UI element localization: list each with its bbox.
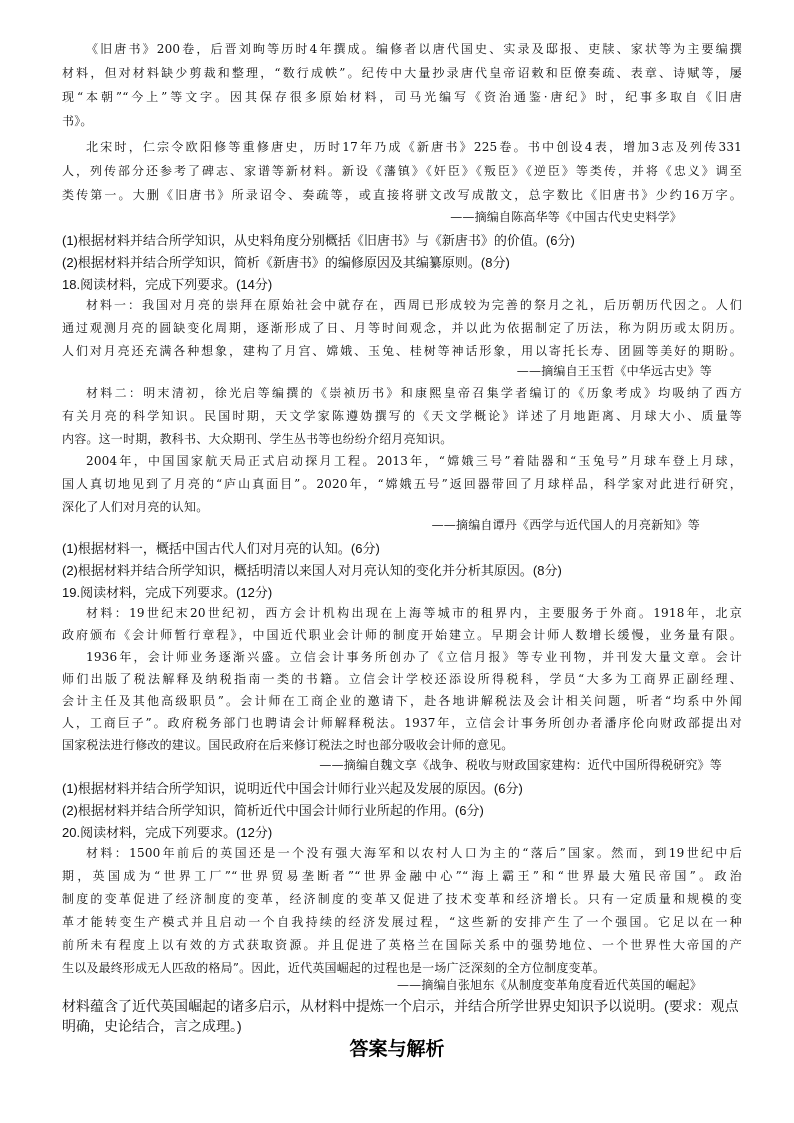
text-line: 前所未有程度上以有效的方式获取资源。并且促进了英格兰在国际关系中的强势地位、一个世界性大帝国的产 bbox=[62, 938, 742, 952]
question-heading: 20.阅读材料，完成下列要求。(12分) bbox=[62, 825, 273, 840]
text-line: 有关月亮的科学知识。民国时期，天文学家陈遵妫撰写的《天文学概论》详述了月地距离、月球大小、质量等 bbox=[62, 409, 742, 423]
text-line: 材料一：我国对月亮的崇拜在原始社会中就存在，西周已形成较为完善的祭月之礼，后历朝历代因之。人们 bbox=[86, 298, 742, 312]
text-line: 2004年，中国国家航天局正式启动探月工程。2013年，“嫦娥三号”着陆器和“玉兔号”月球车登上月球， bbox=[86, 454, 742, 468]
text-line: 材料：1500年前后的英国还是一个没有强大海军和以农村人口为主的“落后”国家。然而，到19世纪中后 bbox=[86, 846, 742, 860]
source-citation: ——摘编自魏文享《战争、税收与财政国家建构：近代中国所得税研究》等 bbox=[319, 758, 722, 772]
question-item: (1)根据材料一，概括中国古代人们对月亮的认知。(6分) bbox=[62, 541, 380, 556]
text-line: 国家税法进行修改的建议。国民政府在后来修订税法之时也部分吸收会计师的意见。 bbox=[62, 738, 514, 752]
text-line: 政府颁布《会计师暂行章程》，中国近代职业会计师的制度开始建立。早期会计师人数增长缓慢，业务量有限。 bbox=[62, 628, 742, 642]
question-item: 材料蕴含了近代英国崛起的诸多启示，从材料中提炼一个启示，并结合所学世界史知识予以说明。(要求：观点 bbox=[62, 998, 739, 1014]
question-heading: 19.阅读材料，完成下列要求。(12分) bbox=[62, 585, 273, 600]
text-line: 深化了人们对月亮的认知。 bbox=[62, 500, 209, 514]
question-item: (1)根据材料并结合所学知识，说明近代中国会计师行业兴起及发展的原因。(6分) bbox=[62, 781, 523, 796]
text-line: 人，工商巨子”。政府税务部门也聘请会计师解释税法。1937年，立信会计事务所创办者潘序伦向财政部提出对 bbox=[62, 716, 742, 730]
question-item: (2)根据材料并结合所学知识，简析《新唐书》的编修原因及其编纂原则。(8分) bbox=[62, 255, 510, 270]
text-line: 现“本朝”“今上”等文字。因其保存很多原始材料，司马光编写《资治通鉴·唐纪》时，纪事多取自《旧唐 bbox=[62, 90, 742, 104]
text-line: 《旧唐书》200卷，后晋刘昫等历时4年撰成。编修者以唐代国史、实录及邸报、吏牍、家状等为主要编撰 bbox=[86, 42, 742, 56]
question-heading: 18.阅读材料，完成下列要求。(14分) bbox=[62, 277, 273, 292]
text-line: 人，列传部分还参考了碑志、家谱等新材料。新设《藩镇》《奸臣》《叛臣》《逆臣》等类传，并将《忠义》调至 bbox=[62, 164, 742, 178]
text-line: 会计主任及其他高级职员”。会计师在工商企业的邀请下，赴各地讲解税法及会计相关问题，听者“均系中外闻 bbox=[62, 694, 742, 708]
question-item: 明确，史论结合，言之成理。) bbox=[62, 1018, 242, 1034]
question-item: (1)根据材料并结合所学知识，从史料角度分别概括《旧唐书》与《新唐书》的价值。(6分) bbox=[62, 233, 575, 248]
text-line: 北宋时，仁宗令欧阳修等重修唐史，历时17年乃成《新唐书》225卷。书中创设4表，增加3志及列传331 bbox=[86, 140, 742, 154]
text-line: 师们出版了税法解释及纳税指南一类的书籍。立信会计学校还添设所得税科，学员“大多为工商界正副经理、 bbox=[62, 672, 742, 686]
text-line: 类传第一。大删《旧唐书》所录诏令、奏疏等，或直接将骈文改写成散文，总字数比《旧唐书》少约16万字。 bbox=[62, 188, 742, 202]
text-line: 通过观测月亮的圆缺变化周期，逐渐形成了日、月等时间观念，并以此为依据制定了历法，称为阴历或太阴历。 bbox=[62, 321, 742, 335]
text-line: 材料二：明末清初，徐光启等编撰的《崇祯历书》和康熙皇帝召集学者编订的《历象考成》均吸纳了西方 bbox=[86, 386, 742, 400]
text-line: 1936年，会计师业务逐渐兴盛。立信会计事务所创办了《立信月报》等专业刊物，并刊发大量文章。会计 bbox=[86, 650, 742, 664]
source-citation: ——摘编自王玉哲《中华远古史》等 bbox=[516, 364, 712, 378]
text-line: 书》。 bbox=[62, 114, 93, 128]
source-citation: ——摘编自张旭东《从制度变革角度看近代英国的崛起》 bbox=[396, 978, 702, 992]
text-line: 材料：19世纪末20世纪初，西方会计机构出现在上海等城市的租界内，主要服务于外商。1918年，北京 bbox=[86, 606, 742, 620]
question-item: (2)根据材料并结合所学知识，简析近代中国会计师行业所起的作用。(6分) bbox=[62, 803, 484, 818]
text-line: 生以及最终形成无人匹敌的格局”。因此，近代英国崛起的过程也是一场广泛深刻的全方位制度变革。 bbox=[62, 961, 606, 975]
text-line: 材料，但对材料缺少剪裁和整理，“数行成帙”。纪传中大量抄录唐代皇帝诏敕和臣僚奏疏、表章、诗赋等，屡 bbox=[62, 66, 742, 80]
text-line: 革才能转变生产模式并且启动一个自我持续的经济发展过程，“这些新的安排产生了一个强国。它足以在一种 bbox=[62, 915, 742, 929]
answer-section-title: 答案与解析 bbox=[349, 1039, 445, 1060]
source-citation: ——摘编自谭丹《西学与近代国人的月亮新知》等 bbox=[431, 518, 700, 532]
question-item: (2)根据材料并结合所学知识，概括明清以来国人对月亮认知的变化并分析其原因。(8分) bbox=[62, 563, 562, 578]
source-citation: ——摘编自陈高华等《中国古代史史料学》 bbox=[450, 210, 682, 224]
text-line: 内容。这一时期，教科书、大众期刊、学生丛书等也纷纷介绍月亮知识。 bbox=[62, 432, 453, 446]
text-line: 国人真切地见到了月亮的“庐山真面目”。2020年，“嫦娥五号”返回器带回了月球样品，科学家对此进行研究， bbox=[62, 477, 742, 491]
text-line: 期，英国成为“世界工厂”“世界贸易垄断者”“世界金融中心”“海上霸王”和“世界最大殖民帝国”。政治 bbox=[62, 869, 742, 883]
text-line: 制度的变革促进了经济制度的变革，经济制度的变革又促进了技术变革和经济增长。只有一定质量和规模的变 bbox=[62, 892, 742, 906]
text-line: 人们对月亮还充满各种想象，建构了月宫、嫦娥、玉兔、桂树等神话形象，用以寄托长寿、团圆等美好的期盼。 bbox=[62, 344, 742, 358]
